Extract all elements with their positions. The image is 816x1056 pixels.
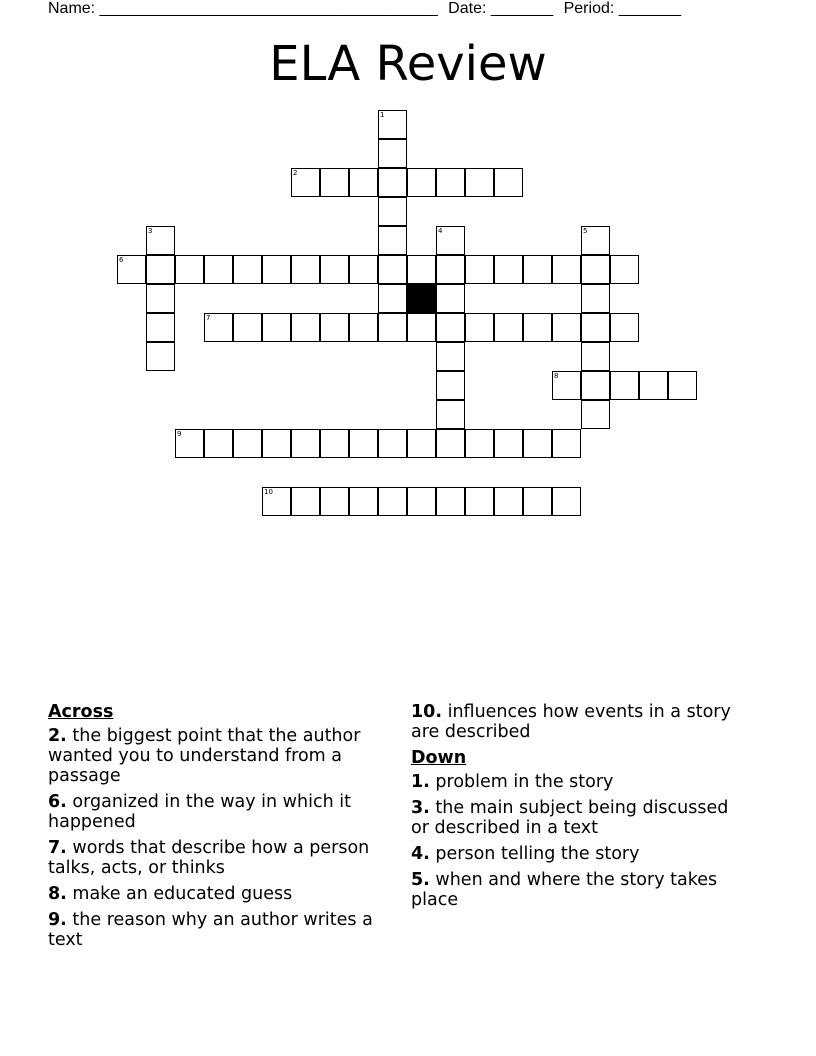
clue-text: the reason why an author writes a text bbox=[48, 910, 373, 950]
crossword-cell[interactable] bbox=[523, 313, 552, 342]
clue-number: 1. bbox=[411, 772, 430, 792]
clue-number: 5. bbox=[411, 870, 430, 890]
crossword-cell[interactable] bbox=[610, 255, 639, 284]
crossword-cell[interactable] bbox=[436, 226, 465, 255]
crossword-cell[interactable] bbox=[146, 313, 175, 342]
crossword-cell[interactable] bbox=[233, 255, 262, 284]
crossword-cell[interactable] bbox=[378, 168, 407, 197]
crossword-cell[interactable] bbox=[436, 168, 465, 197]
clue-number: 10. bbox=[411, 702, 443, 722]
crossword-cell[interactable] bbox=[581, 284, 610, 313]
crossword-cell[interactable] bbox=[320, 487, 349, 516]
crossword-cell[interactable] bbox=[407, 255, 436, 284]
clue-number: 4. bbox=[411, 844, 430, 864]
crossword-cell[interactable] bbox=[320, 429, 349, 458]
cell-number: 1 bbox=[380, 111, 385, 119]
crossword-cell[interactable] bbox=[407, 487, 436, 516]
crossword-cell[interactable] bbox=[320, 168, 349, 197]
crossword-cell[interactable] bbox=[378, 226, 407, 255]
crossword-cell[interactable] bbox=[407, 313, 436, 342]
crossword-cell[interactable] bbox=[436, 284, 465, 313]
crossword-cell[interactable] bbox=[552, 313, 581, 342]
clue-number: 8. bbox=[48, 884, 67, 904]
down-heading: Down bbox=[411, 748, 467, 768]
crossword-cell[interactable] bbox=[465, 487, 494, 516]
clue-number: 2. bbox=[48, 726, 67, 746]
crossword-cell[interactable] bbox=[494, 429, 523, 458]
crossword-cell[interactable] bbox=[407, 429, 436, 458]
crossword-cell[interactable] bbox=[581, 342, 610, 371]
cell-number: 10 bbox=[264, 488, 273, 496]
crossword-cell[interactable] bbox=[378, 429, 407, 458]
crossword-cell[interactable] bbox=[291, 255, 320, 284]
clue-number: 9. bbox=[48, 910, 67, 930]
clue-text: person telling the story bbox=[435, 844, 640, 864]
crossword-cell[interactable] bbox=[349, 168, 378, 197]
crossword-cell[interactable] bbox=[291, 168, 320, 197]
cell-number: 6 bbox=[119, 256, 124, 264]
across-clue bbox=[411, 702, 746, 742]
crossword-cell[interactable] bbox=[378, 197, 407, 226]
page-title: ELA Review bbox=[269, 36, 547, 92]
crossword-cell[interactable] bbox=[378, 313, 407, 342]
crossword-cell[interactable] bbox=[291, 429, 320, 458]
clue-text: influences how events in a story are described bbox=[411, 702, 731, 742]
crossword-cell[interactable] bbox=[639, 371, 668, 400]
crossword-cell[interactable] bbox=[552, 255, 581, 284]
crossword-cell[interactable] bbox=[610, 371, 639, 400]
crossword-cell[interactable] bbox=[320, 313, 349, 342]
crossword-cell[interactable] bbox=[204, 313, 233, 342]
clue-text: make an educated guess bbox=[72, 884, 293, 904]
cell-number: 2 bbox=[293, 169, 298, 177]
crossword-cell[interactable] bbox=[465, 168, 494, 197]
across-clue bbox=[48, 726, 383, 786]
clue-number: 3. bbox=[411, 798, 430, 818]
crossword-cell[interactable] bbox=[407, 168, 436, 197]
crossword-cell[interactable] bbox=[523, 429, 552, 458]
clue-text: organized in the way in which it happened bbox=[48, 792, 351, 832]
crossword-cell[interactable] bbox=[378, 110, 407, 139]
across-clue bbox=[48, 838, 383, 878]
crossword-cell[interactable] bbox=[204, 255, 233, 284]
clue-number: 7. bbox=[48, 838, 67, 858]
down-clue bbox=[411, 798, 746, 838]
crossword-cell[interactable] bbox=[262, 255, 291, 284]
crossword-cell[interactable] bbox=[436, 371, 465, 400]
crossword-cell[interactable] bbox=[610, 313, 639, 342]
name-field[interactable]: Name: ______________________________________ bbox=[48, 0, 438, 17]
across-clue bbox=[48, 884, 383, 904]
crossword-cell[interactable] bbox=[378, 255, 407, 284]
crossword-cell[interactable] bbox=[523, 487, 552, 516]
crossword-cell[interactable] bbox=[436, 255, 465, 284]
across-clue bbox=[48, 792, 383, 832]
cell-number: 5 bbox=[583, 227, 588, 235]
crossword-cell[interactable] bbox=[378, 284, 407, 313]
crossword-cell[interactable] bbox=[436, 342, 465, 371]
crossword-cell[interactable] bbox=[581, 371, 610, 400]
crossword-cell[interactable] bbox=[146, 226, 175, 255]
crossword-cell[interactable] bbox=[349, 487, 378, 516]
crossword-cell[interactable] bbox=[465, 429, 494, 458]
crossword-cell[interactable] bbox=[494, 487, 523, 516]
crossword-cell[interactable] bbox=[436, 400, 465, 429]
clue-column-right bbox=[411, 702, 746, 916]
clue-text: the main subject being discussed or described in a text bbox=[411, 798, 729, 838]
crossword-cell[interactable] bbox=[291, 487, 320, 516]
crossword-cell[interactable] bbox=[436, 429, 465, 458]
period-field[interactable]: Period: _______ bbox=[563, 0, 682, 17]
cell-number: 4 bbox=[438, 227, 443, 235]
clue-text: when and where the story takes place bbox=[411, 870, 718, 910]
crossword-cell[interactable] bbox=[552, 371, 581, 400]
across-clue bbox=[48, 910, 383, 950]
crossword-cell[interactable] bbox=[581, 226, 610, 255]
crossword-cell[interactable] bbox=[175, 429, 204, 458]
date-field[interactable]: Date: _______ bbox=[448, 0, 554, 17]
blocked-cell bbox=[407, 284, 436, 313]
crossword-cell[interactable] bbox=[233, 429, 262, 458]
crossword-cell[interactable] bbox=[262, 313, 291, 342]
crossword-cell[interactable] bbox=[204, 429, 233, 458]
clue-number: 6. bbox=[48, 792, 67, 812]
crossword-cell[interactable] bbox=[523, 255, 552, 284]
crossword-cell[interactable] bbox=[494, 255, 523, 284]
crossword-cell[interactable] bbox=[146, 255, 175, 284]
crossword-cell[interactable] bbox=[552, 487, 581, 516]
cell-number: 3 bbox=[148, 227, 153, 235]
across-heading: Across bbox=[48, 702, 114, 722]
crossword-cell[interactable] bbox=[349, 429, 378, 458]
clue-text: problem in the story bbox=[435, 772, 614, 792]
crossword-cell[interactable] bbox=[175, 255, 204, 284]
crossword-cell[interactable] bbox=[262, 429, 291, 458]
crossword-cell[interactable] bbox=[581, 313, 610, 342]
crossword-cell[interactable] bbox=[494, 313, 523, 342]
clue-text: the biggest point that the author wanted you to understand from a passage bbox=[48, 726, 361, 786]
crossword-cell[interactable] bbox=[349, 313, 378, 342]
crossword-cell[interactable] bbox=[262, 487, 291, 516]
crossword-cell[interactable] bbox=[349, 255, 378, 284]
crossword-cell[interactable] bbox=[320, 255, 349, 284]
crossword-cell[interactable] bbox=[552, 429, 581, 458]
down-clue bbox=[411, 772, 746, 792]
crossword-cell[interactable] bbox=[581, 400, 610, 429]
down-clue bbox=[411, 870, 746, 910]
clue-column-left bbox=[48, 702, 383, 956]
clue-text: words that describe how a person talks, acts, or thinks bbox=[48, 838, 370, 878]
crossword-cell[interactable] bbox=[378, 487, 407, 516]
crossword-cell[interactable] bbox=[581, 255, 610, 284]
crossword-cell[interactable] bbox=[465, 313, 494, 342]
crossword-cell[interactable] bbox=[494, 168, 523, 197]
crossword-cell[interactable] bbox=[436, 487, 465, 516]
crossword-cell[interactable] bbox=[291, 313, 320, 342]
crossword-cell[interactable] bbox=[146, 284, 175, 313]
crossword-cell[interactable] bbox=[233, 313, 262, 342]
cell-number: 9 bbox=[177, 430, 182, 438]
crossword-cell[interactable] bbox=[436, 313, 465, 342]
crossword-cell[interactable] bbox=[668, 371, 697, 400]
down-clue bbox=[411, 844, 746, 864]
crossword-cell[interactable] bbox=[146, 342, 175, 371]
crossword-cell[interactable] bbox=[465, 255, 494, 284]
crossword-cell[interactable] bbox=[117, 255, 146, 284]
cell-number: 7 bbox=[206, 314, 211, 322]
cell-number: 8 bbox=[554, 372, 559, 380]
crossword-cell[interactable] bbox=[378, 139, 407, 168]
